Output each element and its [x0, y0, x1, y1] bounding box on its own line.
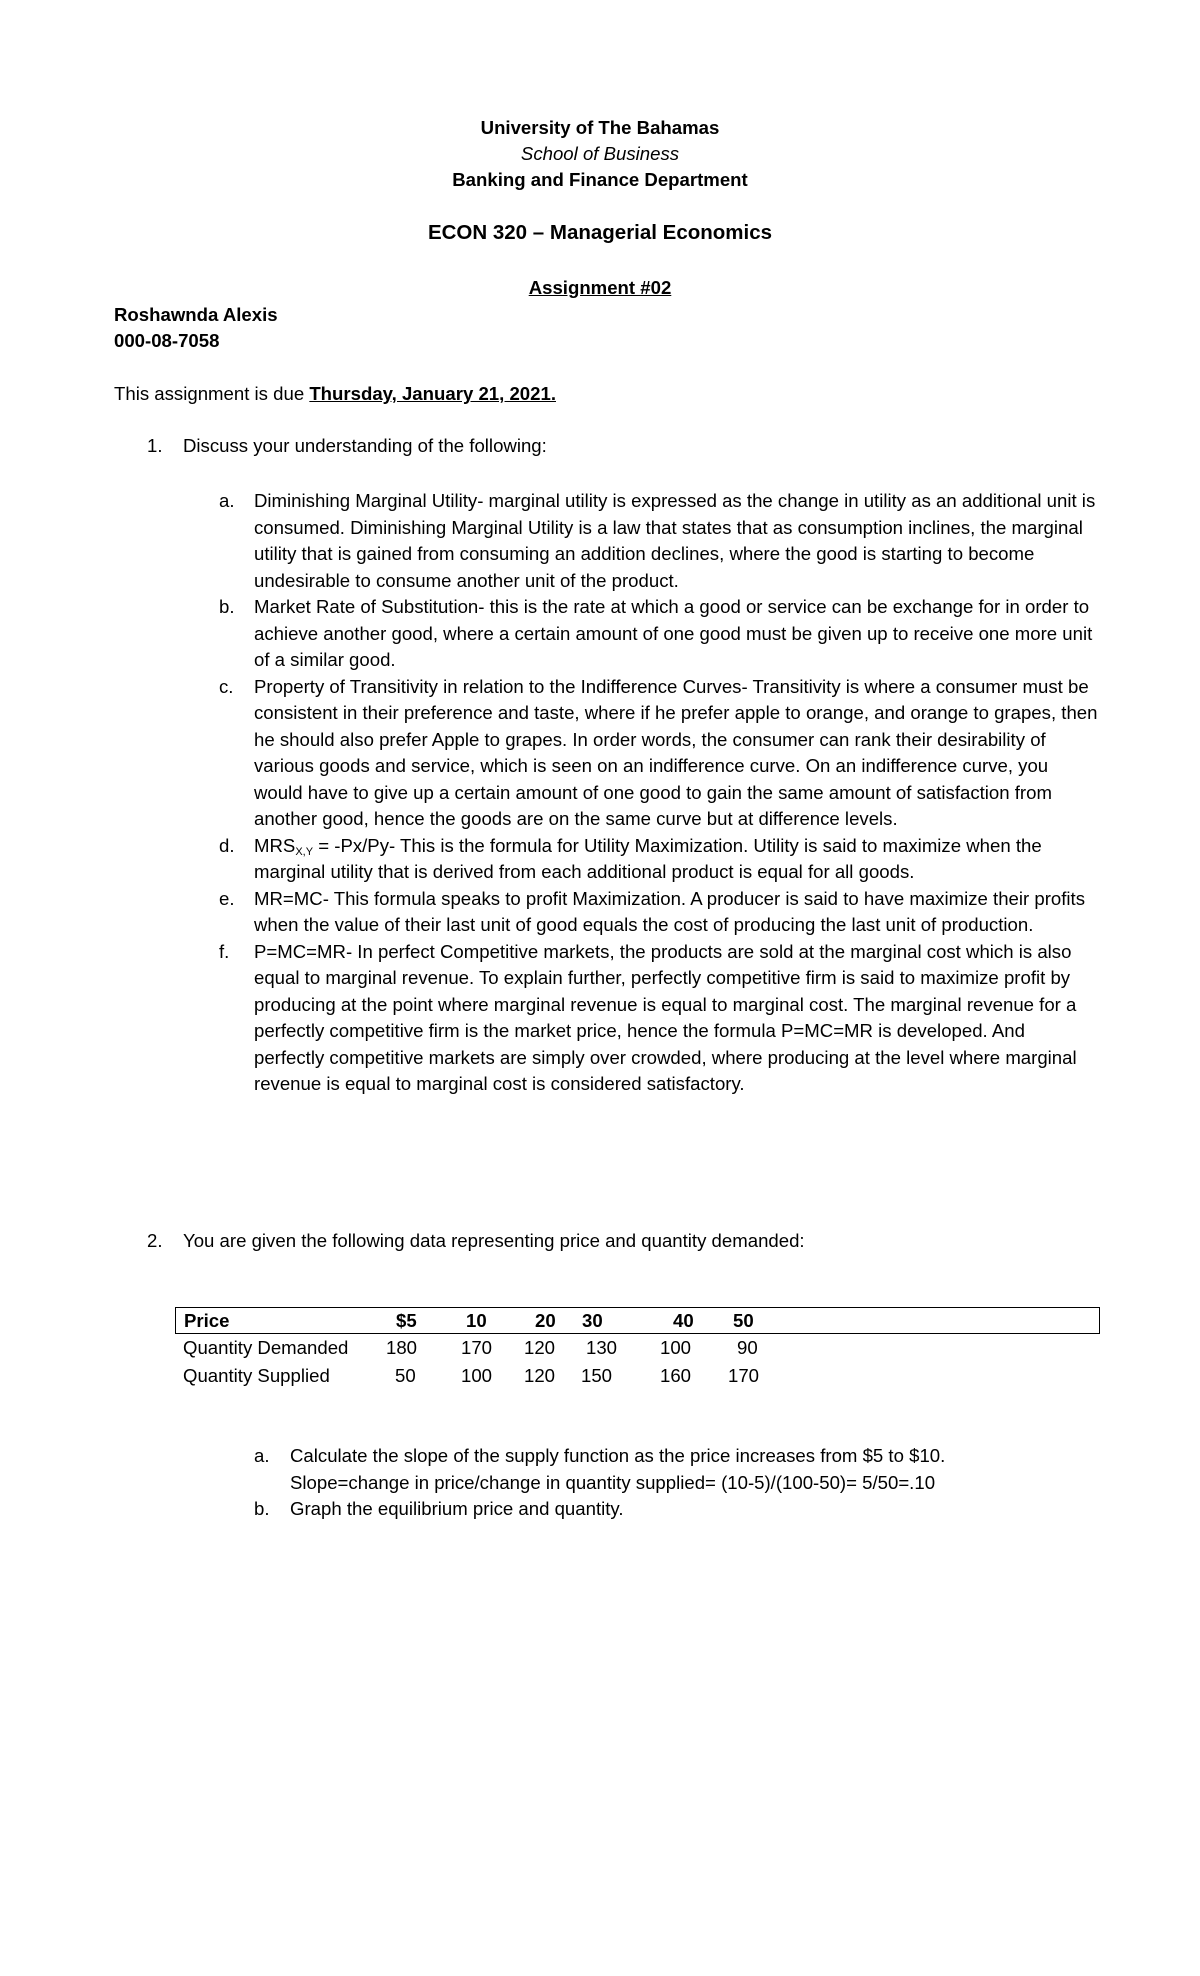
- table-header-cell: 10: [466, 1310, 487, 1331]
- item-text: P=MC=MR- In perfect Competitive markets, the products are sold at the marginal cost which is also equal to marginal revenue. To explain further, perfectly competitive firm is said to maximize profit by producing at the point where marginal revenue is equal to marginal cost. The marginal revenue for a perfectly competitive firm is the market price, hence the formula P=MC=MR is developed. And perfectly competitive markets are simply over crowded, where producing at the level where marginal revenue is equal to marginal cost is considered satisfactory.: [254, 940, 1077, 1094]
- question-2-items: [254, 1443, 1074, 1523]
- table-header-label: Price: [184, 1310, 230, 1331]
- student-name: Roshawnda Alexis: [114, 304, 278, 325]
- table-cell: 50: [395, 1365, 416, 1386]
- list-item: [219, 674, 1099, 833]
- list-item: [219, 594, 1099, 674]
- price-quantity-table: [175, 1307, 1100, 1390]
- table-header-cell: 20: [535, 1310, 556, 1331]
- item-letter: e.: [219, 887, 235, 909]
- table-cell: 160: [660, 1365, 692, 1386]
- mrs-label: MRS: [254, 834, 296, 856]
- table-cell: 100: [660, 1337, 692, 1358]
- item-letter: b.: [219, 596, 235, 617]
- item-letter: b.: [254, 1498, 270, 1519]
- item-text: [254, 833, 1099, 886]
- department-name: Banking and Finance Department: [452, 169, 748, 190]
- item-letter: a.: [254, 1445, 270, 1466]
- question-2-text: You are given the following data representing price and quantity demanded:: [183, 1230, 805, 1251]
- table-cell: 150: [581, 1365, 613, 1386]
- table-cell: 130: [586, 1337, 618, 1358]
- table-cell: 180: [386, 1337, 418, 1358]
- list-item: [219, 488, 1099, 594]
- item-text: Market Rate of Substitution- this is the rate at which a good or service can be exchange for in order to achieve another good, where a certain amount of one good must be given up to receive one more unit of a similar good.: [254, 596, 1093, 670]
- table-cell: 170: [728, 1365, 760, 1386]
- table-header-cell: 30: [582, 1310, 603, 1331]
- item-text: Property of Transitivity in relation to the Indifference Curves- Transitivity is where a consumer must be consistent in their preference and taste, where if he prefer apple to orange, and orange to grapes, then he should also prefer Apple to grapes. In order words, the consumer can rank their desirability of various goods and service, which is seen on an indifference curve. On an indifference curve, you would have to give up a certain amount of one good to gain the same amount of satisfaction from another good, hence the goods are on the same curve but at difference levels.: [254, 675, 1098, 829]
- assignment-title: Assignment #02: [528, 277, 672, 298]
- question-2-number: 2.: [147, 1230, 163, 1251]
- table-header-cell: 50: [733, 1310, 754, 1331]
- university-name: University of The Bahamas: [480, 117, 720, 138]
- item-text: MR=MC- This formula speaks to profit Maximization. A producer is said to have maximize their profits when the value of their last unit of good equals the cost of producing the last unit of production.: [254, 887, 1085, 935]
- school-name: School of Business: [520, 143, 680, 164]
- question-1-number: 1.: [147, 435, 163, 456]
- due-prefix: This assignment is due: [114, 383, 310, 404]
- table-header-row: [175, 1307, 1100, 1334]
- list-item: [219, 886, 1099, 939]
- list-item: [254, 1496, 1074, 1523]
- table-cell: 120: [524, 1337, 556, 1358]
- table-row: [175, 1362, 1100, 1390]
- due-line: [114, 381, 556, 408]
- table-row-label: Quantity Demanded: [183, 1337, 349, 1358]
- item-letter: a.: [219, 490, 235, 511]
- due-date: Thursday, January 21, 2021.: [309, 383, 556, 404]
- table-cell: 100: [461, 1365, 493, 1386]
- item-letter: d.: [219, 834, 235, 856]
- question-1-items: [219, 488, 1099, 1098]
- table-header-cell: 40: [673, 1310, 694, 1331]
- table-cell: 170: [461, 1337, 493, 1358]
- table-row-label: Quantity Supplied: [183, 1365, 330, 1386]
- list-item: [219, 833, 1099, 886]
- item-text: Diminishing Marginal Utility- marginal utility is expressed as the change in utility as an additional unit is consumed. Diminishing Marginal Utility is a law that states that as consumption inclines, the marginal utility that is gained from consuming an addition declines, where the good is starting to become undesirable to consume another unit of the product.: [254, 490, 1096, 591]
- item-text: Graph the equilibrium price and quantity.: [290, 1498, 624, 1519]
- table-cell: 120: [524, 1365, 556, 1386]
- mrs-subscript: X,Y: [295, 845, 314, 858]
- item-text: Calculate the slope of the supply function as the price increases from $5 to $10.: [290, 1445, 946, 1466]
- list-item: [219, 939, 1099, 1098]
- item-answer: Slope=change in price/change in quantity supplied= (10-5)/(100-50)= 5/50=.10: [290, 1471, 936, 1493]
- item-letter: c.: [219, 675, 234, 697]
- mrs-description: = -Px/Py- This is the formula for Utility Maximization. Utility is said to maximize when the marginal utility that is derived from each additional product is equal for all goods.: [254, 834, 1042, 882]
- list-item: [254, 1443, 1074, 1496]
- table-cell: 90: [737, 1337, 758, 1358]
- table-row: [175, 1334, 1100, 1362]
- student-id: 000-08-7058: [114, 330, 220, 351]
- item-letter: f.: [219, 940, 230, 962]
- question-1-text: Discuss your understanding of the following:: [183, 435, 547, 456]
- course-title: ECON 320 – Managerial Economics: [427, 221, 773, 244]
- table-header-cell: $5: [396, 1310, 417, 1331]
